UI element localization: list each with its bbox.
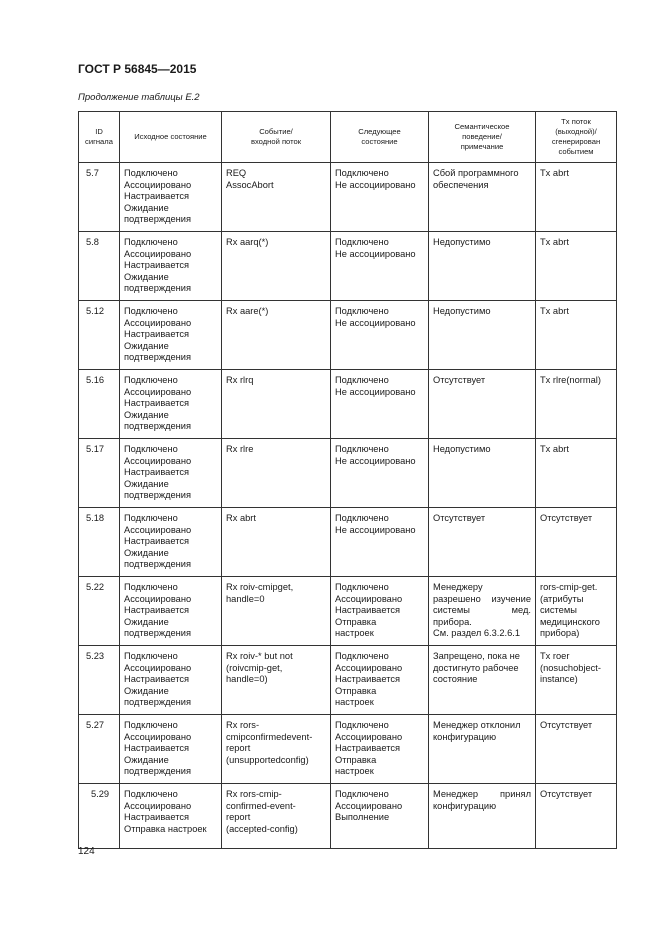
cell-line: (выходной)/	[555, 127, 597, 136]
cell-line: Ожидание	[124, 685, 169, 696]
tx-stream-cell	[536, 577, 617, 646]
document-code: ГОСТ Р 56845—2015	[78, 62, 197, 76]
initial-state-cell	[120, 370, 222, 439]
cell-line: AssocAbort	[226, 179, 274, 190]
table-body	[79, 163, 617, 849]
cell-line: Подключено	[124, 651, 178, 661]
cell-line: Менеджер отклонил	[433, 720, 521, 730]
cell-line: Недопустимо	[433, 306, 491, 316]
cell-line: Ожидание	[124, 340, 169, 351]
signal-id-cell: 5.29	[79, 784, 120, 849]
cell-line: Подключено	[124, 513, 178, 523]
cell-line: конфигурацию	[433, 731, 497, 742]
tx-stream-cell	[536, 301, 617, 370]
event-cell	[222, 577, 331, 646]
cell-line: событием	[558, 147, 594, 156]
cell-line: Rx roiv-cmipget,	[226, 582, 294, 592]
cell-line: настроек	[335, 697, 374, 707]
signal-id-cell: 5.8	[79, 232, 120, 301]
cell-line: Отсутствует	[540, 513, 593, 523]
cell-line: Ожидание	[124, 547, 169, 558]
tx-stream-cell	[536, 784, 617, 849]
signal-id-cell: 5.7	[79, 163, 120, 232]
cell-line: Ассоциировано	[124, 662, 192, 673]
cell-line: rors-cmip-get.	[540, 582, 598, 592]
next-state-cell	[331, 508, 429, 577]
cell-line: Настраивается	[124, 260, 190, 270]
cell-line: Не ассоциировано	[335, 524, 416, 535]
signal-id-cell: 5.16	[79, 370, 120, 439]
cell-line: Настраивается	[335, 743, 401, 753]
event-cell	[222, 784, 331, 849]
cell-line: прибора)	[540, 628, 580, 638]
tx-stream-cell	[536, 232, 617, 301]
cell-line: handle=0	[226, 593, 265, 604]
tx-stream-cell	[536, 646, 617, 715]
cell-line: подтверждения	[124, 490, 192, 500]
cell-line: Отсутствует	[540, 720, 593, 730]
initial-state-cell	[120, 232, 222, 301]
cell-line: Настраивается	[335, 605, 401, 615]
cell-line: Подключено	[335, 237, 389, 247]
initial-state-cell	[120, 784, 222, 849]
semantic-cell	[429, 784, 536, 849]
cell-line: (атрибуты	[540, 593, 584, 604]
initial-state-cell	[120, 301, 222, 370]
initial-state-cell	[120, 439, 222, 508]
cell-line: Недопустимо	[433, 444, 491, 454]
cell-line: Подключено	[335, 720, 389, 730]
initial-state-cell	[120, 508, 222, 577]
cell-line: Отправка	[335, 754, 377, 765]
cell-line: Не ассоциировано	[335, 248, 416, 259]
tx-stream-cell	[536, 163, 617, 232]
next-state-cell	[331, 232, 429, 301]
cell-line: Подключено	[124, 789, 178, 799]
table-row	[79, 784, 617, 849]
cell-line: Подключено	[124, 444, 178, 454]
table-row	[79, 232, 617, 301]
cell-line: Tx abrt	[540, 444, 569, 454]
cell-line: Ассоциировано	[124, 455, 192, 466]
cell-line: Не ассоциировано	[335, 317, 416, 328]
semantic-cell	[429, 577, 536, 646]
tx-stream-cell	[536, 439, 617, 508]
semantic-cell	[429, 439, 536, 508]
next-state-cell	[331, 163, 429, 232]
cell-line: Tx roer	[540, 651, 570, 661]
cell-line: Событие/	[259, 127, 293, 136]
cell-line: медицинского	[540, 616, 600, 627]
tx-stream-cell	[536, 715, 617, 784]
cell-line: Tx abrt	[540, 168, 569, 178]
cell-line: подтверждения	[124, 283, 192, 293]
cell-line: Настраивается	[124, 674, 190, 684]
cell-line: Rx rors-cmip-	[226, 789, 282, 799]
cell-line: Отправка	[335, 616, 377, 627]
event-cell	[222, 370, 331, 439]
cell-line: подтверждения	[124, 628, 192, 638]
semantic-cell	[429, 715, 536, 784]
cell-line: настроек	[335, 766, 374, 776]
cell-line: Подключено	[335, 789, 389, 799]
semantic-cell	[429, 646, 536, 715]
signal-id-cell: 5.12	[79, 301, 120, 370]
cell-line: Подключено	[335, 168, 389, 178]
cell-line: report	[226, 812, 251, 822]
table-row	[79, 715, 617, 784]
cell-line: Не ассоциировано	[335, 179, 416, 190]
cell-line: Tx abrt	[540, 237, 569, 247]
cell-line: ID	[95, 127, 103, 136]
cell-line: Tx поток	[561, 117, 591, 126]
signal-id-cell: 5.17	[79, 439, 120, 508]
cell-line: Ожидание	[124, 616, 169, 627]
cell-line: подтверждения	[124, 559, 192, 569]
cell-line: Ожидание	[124, 754, 169, 765]
cell-line: (accepted-config)	[226, 823, 298, 834]
semantic-cell	[429, 508, 536, 577]
cell-line: Настраивается	[124, 536, 190, 546]
cell-line: поведение/	[462, 132, 502, 141]
cell-line: Не ассоциировано	[335, 455, 416, 466]
tx-stream-cell	[536, 508, 617, 577]
cell-line: достигнуто рабочее	[433, 662, 519, 673]
cell-line: Отсутствует	[433, 513, 486, 523]
header-tx-stream	[536, 112, 617, 163]
cell-line: Недопустимо	[433, 237, 491, 247]
state-transition-table	[78, 111, 617, 849]
cell-line: Не ассоциировано	[335, 386, 416, 397]
event-cell	[222, 508, 331, 577]
semantic-cell	[429, 301, 536, 370]
cell-line: Семантическое	[454, 122, 510, 131]
cell-line: Запрещено, пока не	[433, 651, 520, 661]
initial-state-cell	[120, 577, 222, 646]
cell-line: Ожидание	[124, 478, 169, 489]
cell-line: Rx rors-	[226, 720, 260, 730]
cell-line: Ассоциировано	[124, 800, 192, 811]
cell-line: системы	[540, 605, 577, 615]
cell-line: Настраивается	[335, 674, 401, 684]
cell-line: Следующее	[358, 127, 401, 136]
cell-line: Настраивается	[124, 743, 190, 753]
cell-line: Rx rlre	[226, 444, 254, 454]
semantic-cell	[429, 163, 536, 232]
event-cell	[222, 232, 331, 301]
cell-line: Подключено	[335, 651, 389, 661]
cell-line: Ассоциировано	[335, 662, 403, 673]
cell-line: подтверждения	[124, 352, 192, 362]
cell-line: Ассоциировано	[335, 593, 403, 604]
signal-id-cell: 5.22	[79, 577, 120, 646]
cell-line: Ассоциировано	[124, 731, 192, 742]
cell-line: Rx aarq(*)	[226, 237, 269, 247]
cell-line: Ожидание	[124, 202, 169, 213]
cell-line: Подключено	[124, 237, 178, 247]
cell-line: instance)	[540, 674, 578, 684]
header-next-state	[331, 112, 429, 163]
cell-line: Подключено	[124, 582, 178, 592]
cell-line: Сбой программного	[433, 168, 519, 178]
next-state-cell	[331, 370, 429, 439]
cell-line: Настраивается	[124, 605, 190, 615]
next-state-cell	[331, 784, 429, 849]
next-state-cell	[331, 439, 429, 508]
next-state-cell	[331, 577, 429, 646]
cell-line: Ассоциировано	[124, 524, 192, 535]
semantic-cell	[429, 370, 536, 439]
cell-line: См. раздел 6.3.2.6.1	[433, 628, 521, 638]
event-cell	[222, 439, 331, 508]
cell-line: (unsupportedconfig)	[226, 754, 309, 765]
table-header-row	[79, 112, 617, 163]
cell-line: Подключено	[335, 306, 389, 316]
cell-line: Подключено	[335, 513, 389, 523]
semantic-cell	[429, 232, 536, 301]
cell-line: Менеджеру разрешено изучение системы мед. прибора.	[433, 582, 531, 627]
cell-line: Выполнение	[335, 812, 390, 822]
cell-line: Подключено	[124, 720, 178, 730]
table-row	[79, 439, 617, 508]
cell-line: (nosuchobject-	[540, 662, 601, 673]
cell-line: подтверждения	[124, 421, 192, 431]
cell-line: Rx aare(*)	[226, 306, 269, 316]
cell-line: confirmed-event-	[226, 800, 296, 811]
header-event	[222, 112, 331, 163]
cell-line: настроек	[335, 628, 374, 638]
cell-line: Ожидание	[124, 409, 169, 420]
initial-state-cell	[120, 715, 222, 784]
cell-line: Настраивается	[124, 329, 190, 339]
table-row	[79, 508, 617, 577]
cell-line: Ассоциировано	[335, 800, 403, 811]
cell-line: подтверждения	[124, 697, 192, 707]
cell-line: Подключено	[335, 444, 389, 454]
cell-line: подтверждения	[124, 214, 192, 224]
cell-line: входной поток	[250, 137, 302, 146]
initial-state-cell	[120, 646, 222, 715]
event-cell	[222, 301, 331, 370]
cell-line: подтверждения	[124, 766, 192, 776]
cell-line: cmipconfirmedevent-	[226, 731, 313, 742]
cell-line: Rx abrt	[226, 513, 256, 523]
table-caption: Продолжение таблицы E.2	[78, 92, 200, 103]
cell-line: Ассоциировано	[124, 593, 192, 604]
cell-line: Подключено	[124, 375, 178, 385]
cell-line: Подключено	[335, 582, 389, 592]
cell-line: Rx rlrq	[226, 375, 254, 385]
cell-line: Менеджер принял конфигурацию	[433, 789, 531, 811]
cell-line: Отсутствует	[540, 789, 593, 799]
cell-line: Ассоциировано	[124, 179, 192, 190]
header-semantic	[429, 112, 536, 163]
cell-line: Настраивается	[124, 812, 190, 822]
cell-line: Ассоциировано	[124, 317, 192, 328]
initial-state-cell	[120, 163, 222, 232]
cell-line: Исходное состояние	[134, 132, 207, 141]
cell-line: REQ	[226, 168, 247, 178]
cell-line: Ассоциировано	[124, 386, 192, 397]
cell-line: Tx rlre(normal)	[540, 375, 601, 385]
signal-id-cell: 5.18	[79, 508, 120, 577]
next-state-cell	[331, 301, 429, 370]
signal-id-cell: 5.27	[79, 715, 120, 784]
cell-line: Настраивается	[124, 191, 190, 201]
cell-line: Подключено	[124, 306, 178, 316]
tx-stream-cell	[536, 370, 617, 439]
cell-line: report	[226, 743, 251, 753]
cell-line: Ожидание	[124, 271, 169, 282]
cell-line: Ассоциировано	[335, 731, 403, 742]
cell-line: состояние	[361, 137, 398, 146]
event-cell	[222, 715, 331, 784]
cell-line: обеспечения	[433, 179, 489, 190]
cell-line: примечание	[460, 142, 504, 151]
header-initial-state	[120, 112, 222, 163]
table-row	[79, 163, 617, 232]
cell-line: Отсутствует	[433, 375, 486, 385]
event-cell	[222, 163, 331, 232]
table-row	[79, 646, 617, 715]
cell-line: Отправка	[335, 685, 377, 696]
cell-line: Rx roiv-* but not	[226, 651, 293, 661]
event-cell	[222, 646, 331, 715]
cell-line: Tx abrt	[540, 306, 569, 316]
table-row	[79, 370, 617, 439]
table-row	[79, 301, 617, 370]
cell-line: handle=0)	[226, 674, 268, 684]
cell-line: Отправка настроек	[124, 823, 207, 834]
next-state-cell	[331, 646, 429, 715]
next-state-cell	[331, 715, 429, 784]
signal-id-cell: 5.23	[79, 646, 120, 715]
page-number: 124	[78, 846, 95, 857]
cell-line: Подключено	[335, 375, 389, 385]
cell-line: Настраивается	[124, 467, 190, 477]
cell-line: Настраивается	[124, 398, 190, 408]
cell-line: сгенерирован	[551, 137, 601, 146]
cell-line: Ассоциировано	[124, 248, 192, 259]
cell-line: состояние	[433, 674, 478, 684]
cell-line: Подключено	[124, 168, 178, 178]
cell-line: (roivcmip-get,	[226, 662, 283, 673]
cell-line: сигнала	[85, 137, 113, 146]
table-row	[79, 577, 617, 646]
header-signal-id	[79, 112, 120, 163]
